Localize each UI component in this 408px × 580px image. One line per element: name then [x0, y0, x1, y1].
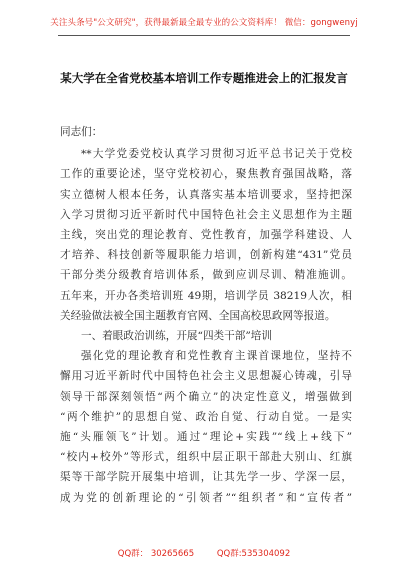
- document-body: [60, 122, 352, 508]
- body-line: 渠等干部学院开展集中培训，让其先学一步、学深一层，: [60, 471, 352, 484]
- promo-banner: 关注头条号"公文研究"，获得最新最全最专业的公文资料库！ 微信：gongwenyj: [50, 18, 358, 28]
- body-line: 施“头雁领飞”计划。通过“理论+实践”“线上+线下”: [60, 431, 352, 444]
- footer-contacts: [0, 547, 408, 559]
- qq-group-1: QQ群： 30265665: [117, 549, 195, 559]
- body-line: 入学习贯彻习近平新时代中国特色社会主义思想作为主题: [60, 208, 352, 221]
- body-line: 五年来，开办各类培训班 49期，培训学员 38219人次，相: [60, 289, 352, 302]
- qq-group-2: QQ群:535304092: [216, 549, 291, 559]
- body-line: 实立德树人根本任务，认真落实基本培训要求，坚持把深: [60, 188, 352, 201]
- body-line: 强化党的理论教育和党性教育主课首课地位，坚持不: [81, 350, 352, 363]
- body-line: 懈用习近平新时代中国特色社会主义思想凝心铸魂，引导: [60, 370, 352, 383]
- section-heading: 一、着眼政治训练，开展“四类干部”培训: [81, 330, 272, 343]
- body-line: 才培养、科技创新等履职能力培训，创新构建“431”党员: [60, 249, 352, 262]
- body-line: **大学党委党校认真学习贯彻习近平总书记关于党校: [81, 148, 352, 161]
- body-line: 领导干部深刻领悟“两个确立”的决定性意义，增强做到: [60, 390, 352, 403]
- body-line: 成为党的创新理论的“引领者”“组织者”和“宣传者”: [60, 491, 352, 504]
- document-title: 某大学在全省党校基本培训工作专题推进会上的汇报发言: [60, 71, 348, 85]
- body-line: 主线，突出党的理论教育、党性教育，加强学科建设、人: [60, 229, 352, 242]
- body-line: “两个维护”的思想自觉、政治自觉、行动自觉。一是实: [60, 410, 352, 423]
- body-line: 干部分类分级教育培训体系，做到应训尽训、精准施训。: [60, 269, 352, 282]
- body-line: “校内+校外”等形式，组织中层正职干部赴大别山、红旗: [60, 451, 352, 464]
- body-line: 工作的重要论述，坚守党校初心，聚焦教育强国战略，落: [60, 168, 352, 181]
- body-line: 关经验做法被全国主题教育官网、全国高校思政网等报道。: [60, 309, 336, 322]
- salutation: 同志们：: [60, 126, 103, 138]
- header-divider: [58, 35, 350, 36]
